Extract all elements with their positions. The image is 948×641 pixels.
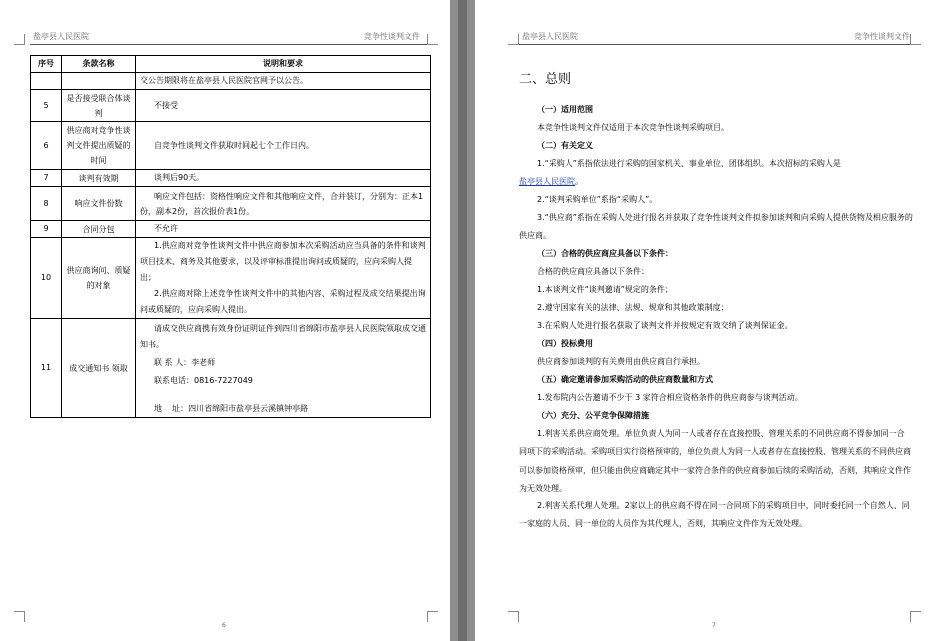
page-number: 6	[222, 622, 226, 629]
subsection-heading: （二）有关定义	[537, 141, 593, 150]
crop-mark	[910, 34, 921, 45]
clause-name: 是否接受联合体谈判	[62, 90, 136, 122]
table-row	[31, 187, 431, 221]
phone-number: 0816-7227049	[194, 376, 253, 385]
crop-mark	[427, 611, 438, 622]
address: 四川省绵阳市盐亭县云溪镇钟亭路	[188, 404, 309, 413]
subsection-heading: （三）合格的供应商应具备以下条件：	[537, 249, 673, 258]
clause-requirement: 不接受	[136, 90, 431, 122]
row-number: 8	[31, 187, 62, 221]
address-line: 地 址：四川省绵阳市盐亭县云溪镇钟亭路	[154, 404, 309, 413]
table-row	[31, 122, 431, 170]
definition-item: 3.“供应商”系指在采购人处进行报名并获取了竞争性谈判文件拟参加谈判和向采购人提供货物及相应服务的供应商。	[519, 213, 913, 241]
clause-name: 成交通知书 领取	[62, 319, 136, 418]
section-title: 二、总则	[519, 72, 572, 87]
page-header-doc-title: 竞争性谈判文件	[364, 32, 420, 41]
subsection-heading: （五）确定邀请参加采购活动的供应商数量和方式	[537, 375, 713, 384]
page-gap	[450, 0, 475, 641]
crop-mark	[427, 34, 438, 45]
phone-line: 联系电话：0816-7227049	[154, 376, 253, 385]
requirement-paragraph: 2.供应商对除上述竞争性谈判文件中的其他内容、采购过程及成交结果提出询问或质疑的，应向采购人提出。	[140, 289, 426, 314]
row-number: 10	[31, 238, 62, 319]
definition-item: 1.“采购人”系指依法进行采购的国家机关、事业单位、团体组织。本次招标的采购人是	[537, 159, 841, 168]
clause-name: 供应商询问、质疑的对象	[62, 238, 136, 319]
crop-mark	[14, 611, 25, 622]
table-row	[31, 90, 431, 122]
document-page-left	[0, 0, 450, 641]
definition-item-continued: 盐亭县人民医院。	[519, 177, 583, 186]
paragraph: 合格的供应商应具备以下条件：	[537, 267, 649, 276]
page-number: 7	[712, 622, 716, 629]
paragraph: 1.利害关系供应商处理。单位负责人为同一人或者存在直接控股、管理关系的不同供应商不得参加同一合同项下的采购活动。采购项目实行资格预审的，单位负责人为同一人或者存在直接控股、管理关系的不同供应商可以参加资格预审，但只能由供应商确定其中一家符合条件的供应商参加后续的采购活动，否则，其响应文件作为无效处理。	[519, 429, 911, 494]
clause-requirement: 谈判后90天。	[136, 170, 431, 187]
paragraph: 本竞争性谈判文件仅适用于本次竞争性谈判采购项目。	[537, 123, 729, 132]
contact-line: 联 系 人：李老师	[154, 358, 216, 367]
row-number: 7	[31, 170, 62, 187]
column-header: 序号	[31, 56, 62, 73]
paragraph: 供应商参加谈判的有关费用由供应商自行承担。	[537, 357, 705, 366]
condition-item: 2.遵守国家有关的法律、法规、规章和其他政策制度；	[537, 303, 729, 312]
row-number: 9	[31, 221, 62, 238]
clause-name: 谈判有效期	[62, 170, 136, 187]
header-rule	[519, 44, 912, 45]
table-row	[31, 73, 431, 90]
contact-name: 李老师	[191, 358, 216, 367]
column-header: 条款名称	[62, 56, 136, 73]
crop-mark	[508, 34, 519, 45]
subsection-heading: （四）投标费用	[537, 339, 593, 348]
continuation-text: 交公告期限将在盐亭县人民医院官网予以公告。	[136, 73, 431, 90]
subsection-heading: （六）充分、公平竞争保障措施	[537, 411, 649, 420]
clause-requirement	[136, 319, 431, 418]
clause-name: 供应商对竞争性谈判文件提出质疑的时间	[62, 122, 136, 170]
definition-item: 2.“谈判采购单位”系指“采购人”。	[537, 195, 658, 204]
table-header-row	[31, 56, 431, 73]
crop-mark	[508, 611, 519, 622]
clause-requirement: 不允许	[136, 221, 431, 238]
clause-name: 合同分包	[62, 221, 136, 238]
header-rule	[30, 44, 430, 45]
page-gap-shadow	[458, 0, 467, 641]
table-row	[31, 238, 431, 319]
row-number: 5	[31, 90, 62, 122]
crop-mark	[14, 34, 25, 45]
table-row	[31, 319, 431, 418]
page-header-org: 盐亭县人民医院	[522, 32, 578, 41]
condition-item: 3.在采购人处进行报名获取了谈判文件并按规定有效交纳了谈判保证金。	[537, 321, 793, 330]
terms-table	[30, 55, 431, 418]
condition-item: 1.本谈判文件“谈判邀请”规定的条件；	[537, 285, 673, 294]
page-header-doc-title: 竞争性谈判文件	[854, 32, 910, 41]
clause-name: 响应文件份数	[62, 187, 136, 221]
paragraph: 1.发布院内公告邀请不少于 3 家符合相应资格条件的供应商参与谈判活动。	[537, 393, 803, 402]
row-number: 6	[31, 122, 62, 170]
row-number: 11	[31, 319, 62, 418]
column-header: 说明和要求	[136, 56, 431, 73]
clause-requirement	[136, 238, 431, 319]
paragraph: 2.利害关系代理人处理。2家以上的供应商不得在同一合同项下的采购项目中，同时委托同一个自然人、同一家庭的人员、同一单位的人员作为其代理人，否则，其响应文件作为无效处理。	[519, 501, 910, 529]
page-header-org: 盐亭县人民医院	[33, 32, 89, 41]
clause-requirement: 响应文件包括：资格性响应文件和其他响应文件，合并装订，分别为：正本1份，副本2份，首次报价表1份。	[136, 187, 431, 221]
purchaser-name: 盐亭县人民医院	[519, 177, 575, 186]
clause-requirement: 自竞争性谈判文件获取时间起七个工作日内。	[136, 122, 431, 170]
table-row	[31, 170, 431, 187]
requirement-paragraph: 1.供应商对竞争性谈判文件中供应商参加本次采购活动应当具备的条件和谈判项目技术、商务及其他要求，以及评审标准提出询问或质疑的，应向采购人提出；	[140, 241, 426, 282]
crop-mark	[910, 611, 921, 622]
subsection-heading: （一）适用范围	[537, 105, 593, 114]
requirement-paragraph: 请成交供应商携有效身份证明证件到四川省绵阳市盐亭县人民医院领取成交通知书。	[140, 324, 426, 349]
table-row	[31, 221, 431, 238]
